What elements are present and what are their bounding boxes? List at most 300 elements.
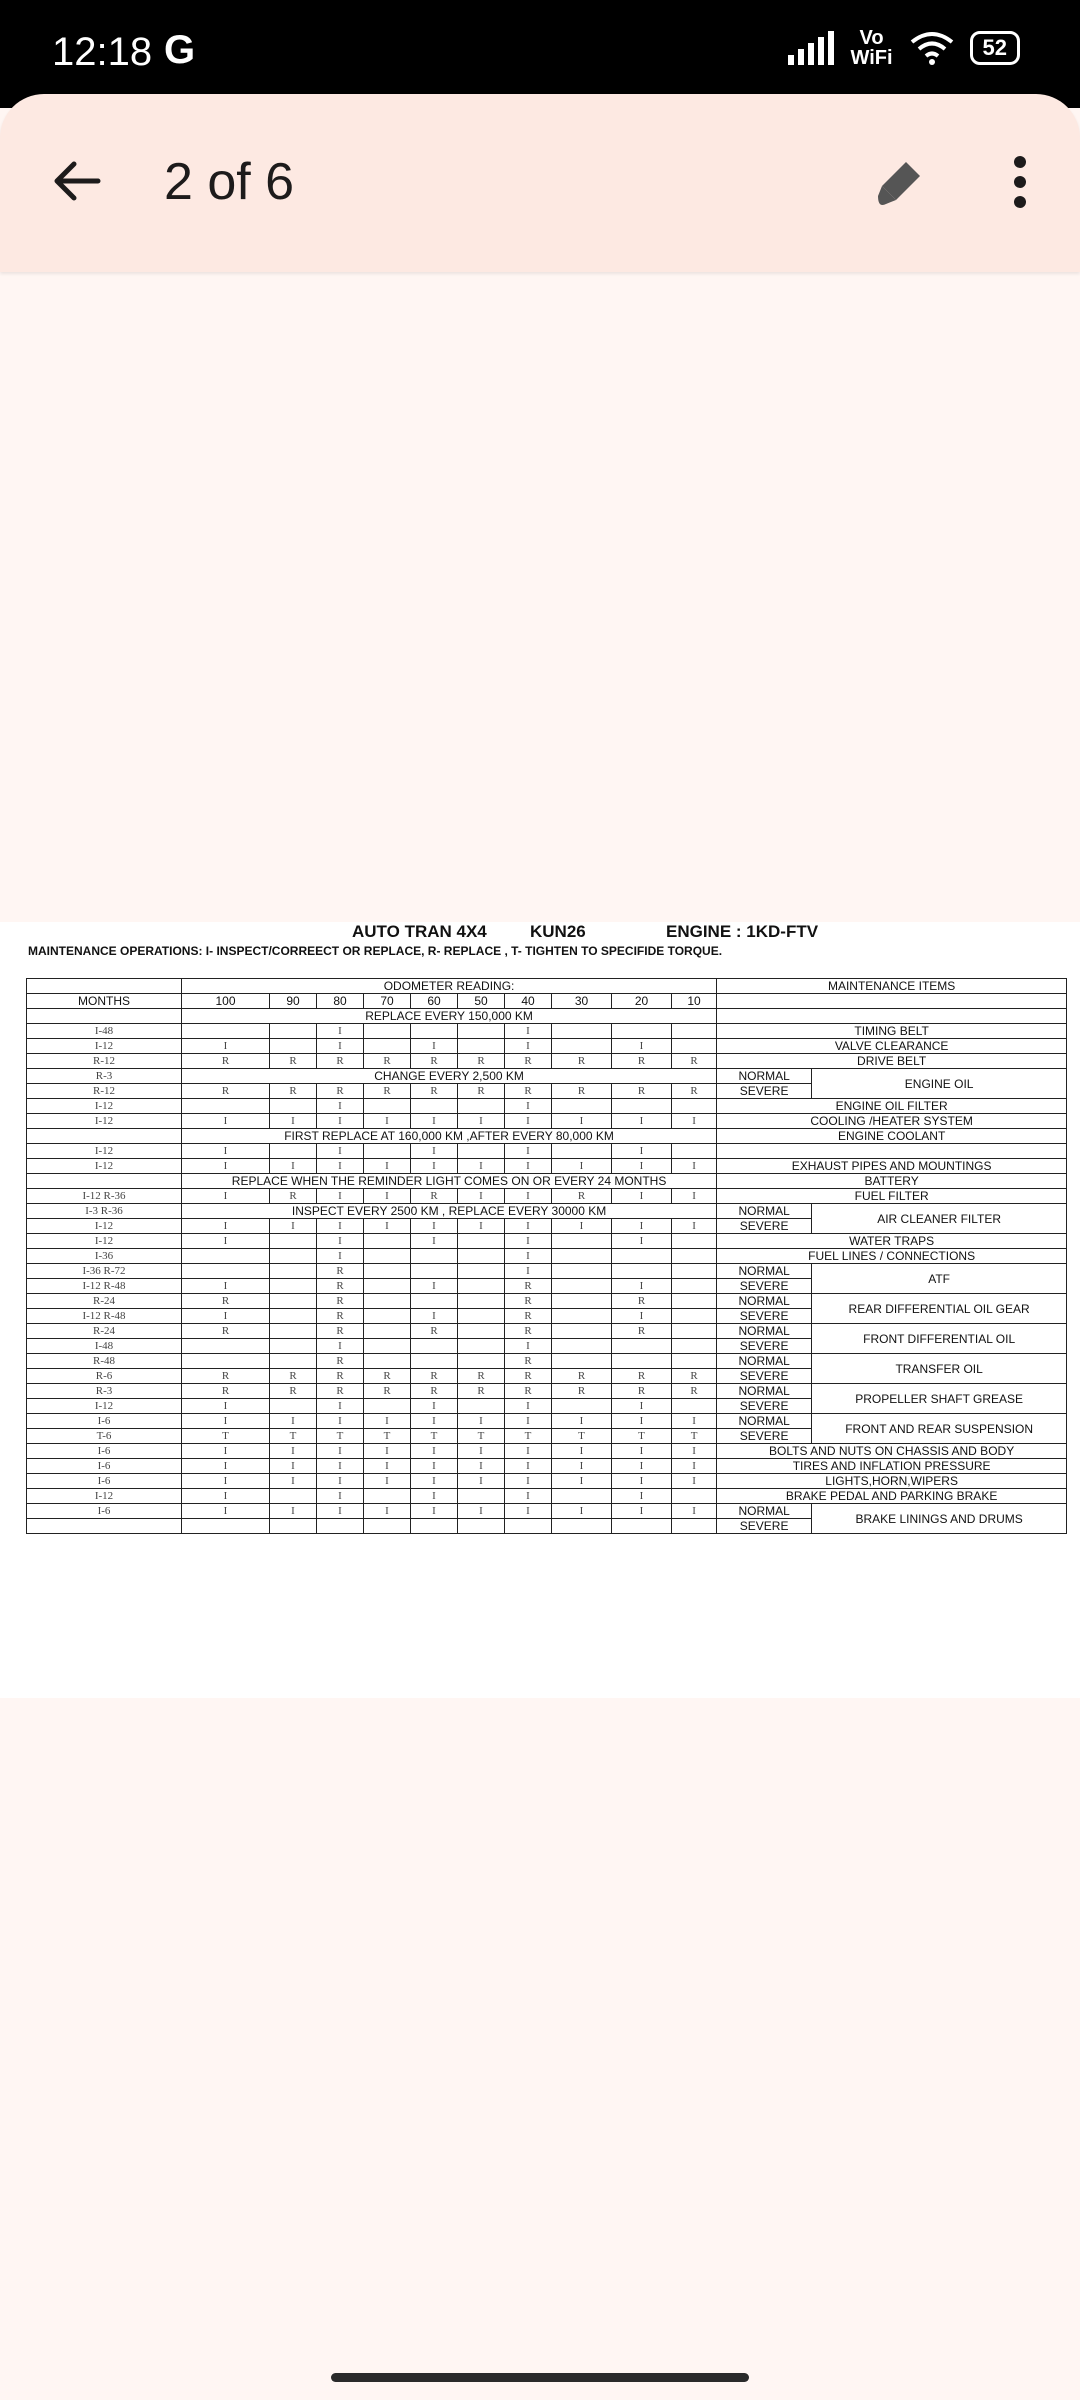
schedule-cell: I	[364, 1189, 411, 1204]
schedule-cell: R	[411, 1084, 458, 1099]
schedule-cell: I	[612, 1444, 672, 1459]
schedule-cell: R	[270, 1384, 317, 1399]
months-cell: I-12	[27, 1489, 182, 1504]
schedule-cell: I	[552, 1459, 612, 1474]
back-arrow-icon[interactable]	[50, 154, 104, 208]
schedule-cell: R	[411, 1369, 458, 1384]
schedule-cell: I	[612, 1159, 672, 1174]
schedule-cell	[411, 1519, 458, 1534]
schedule-cell: R	[317, 1324, 364, 1339]
maintenance-item-cell: AIR CLEANER FILTER	[812, 1204, 1067, 1234]
months-cell	[27, 1174, 182, 1189]
schedule-cell	[364, 1519, 411, 1534]
schedule-cell: R	[612, 1294, 672, 1309]
table-row	[27, 1414, 1067, 1429]
schedule-cell: T	[270, 1429, 317, 1444]
schedule-cell: I	[411, 1279, 458, 1294]
maintenance-item-cell: ENGINE OIL	[812, 1069, 1067, 1099]
schedule-cell	[552, 1519, 612, 1534]
schedule-cell: I	[364, 1114, 411, 1129]
schedule-cell: I	[411, 1489, 458, 1504]
table-row	[27, 1489, 1067, 1504]
schedule-cell	[612, 1264, 672, 1279]
schedule-cell	[672, 1024, 717, 1039]
schedule-cell: I	[505, 1249, 552, 1264]
schedule-cell: R	[458, 1084, 505, 1099]
schedule-cell	[458, 1024, 505, 1039]
schedule-cell: I	[612, 1039, 672, 1054]
schedule-cell: R	[458, 1384, 505, 1399]
maintenance-item-cell: TIMING BELT	[717, 1024, 1067, 1039]
schedule-cell: I	[552, 1114, 612, 1129]
months-cell: I-12	[27, 1399, 182, 1414]
schedule-cell: I	[505, 1399, 552, 1414]
schedule-cell	[270, 1024, 317, 1039]
schedule-cell: T	[411, 1429, 458, 1444]
months-cell: I-48	[27, 1024, 182, 1039]
header-blank-cell	[27, 979, 182, 994]
schedule-cell	[552, 1294, 612, 1309]
km-header-cell: 30	[552, 994, 612, 1009]
schedule-cell: I	[672, 1219, 717, 1234]
schedule-cell: I	[458, 1159, 505, 1174]
schedule-cell: I	[317, 1459, 364, 1474]
maintenance-item-cell: FRONT DIFFERENTIAL OIL	[812, 1324, 1067, 1354]
maintenance-item-cell	[717, 1144, 1067, 1159]
table-row	[27, 1129, 1067, 1144]
maintenance-item-cell	[717, 1009, 1067, 1024]
km-header-cell: 90	[270, 994, 317, 1009]
schedule-cell: I	[505, 1459, 552, 1474]
table-row	[27, 1144, 1067, 1159]
schedule-cell: R	[317, 1354, 364, 1369]
schedule-cell: I	[411, 1309, 458, 1324]
schedule-cell: R	[552, 1189, 612, 1204]
months-cell: I-6	[27, 1414, 182, 1429]
schedule-cell	[364, 1309, 411, 1324]
schedule-cell: I	[505, 1264, 552, 1279]
schedule-cell	[552, 1489, 612, 1504]
interval-note-cell: REPLACE WHEN THE REMINDER LIGHT COMES ON OR EVERY 24 MONTHS	[182, 1174, 717, 1189]
app-bar	[0, 94, 1080, 272]
schedule-cell: I	[317, 1504, 364, 1519]
maintenance-item-cell: DRIVE BELT	[717, 1054, 1067, 1069]
schedule-cell	[458, 1279, 505, 1294]
schedule-cell	[182, 1264, 270, 1279]
schedule-cell: I	[505, 1414, 552, 1429]
schedule-cell: I	[505, 1504, 552, 1519]
schedule-cell: I	[317, 1444, 364, 1459]
table-row	[27, 1114, 1067, 1129]
schedule-cell: I	[270, 1459, 317, 1474]
header-blank-cell	[717, 994, 1067, 1009]
months-cell: I-12	[27, 1219, 182, 1234]
schedule-cell: I	[411, 1414, 458, 1429]
schedule-cell: R	[458, 1054, 505, 1069]
months-cell	[27, 1129, 182, 1144]
schedule-cell: I	[505, 1099, 552, 1114]
km-header-cell: 100	[182, 994, 270, 1009]
schedule-cell	[364, 1249, 411, 1264]
schedule-cell	[364, 1144, 411, 1159]
schedule-cell: R	[672, 1054, 717, 1069]
maintenance-item-cell: WATER TRAPS	[717, 1234, 1067, 1249]
km-header-cell: 20	[612, 994, 672, 1009]
schedule-cell: I	[182, 1114, 270, 1129]
schedule-cell	[270, 1294, 317, 1309]
months-cell: I-12	[27, 1159, 182, 1174]
schedule-cell	[182, 1354, 270, 1369]
schedule-cell: I	[612, 1219, 672, 1234]
schedule-cell: I	[612, 1489, 672, 1504]
condition-cell: NORMAL	[717, 1324, 812, 1339]
maintenance-item-cell: COOLING /HEATER SYSTEM	[717, 1114, 1067, 1129]
schedule-cell	[552, 1309, 612, 1324]
schedule-cell	[672, 1309, 717, 1324]
odometer-header: ODOMETER READING:	[182, 979, 717, 994]
table-header-row	[27, 979, 1067, 994]
km-header-cell: 60	[411, 994, 458, 1009]
schedule-cell: I	[505, 1474, 552, 1489]
schedule-cell: I	[612, 1459, 672, 1474]
schedule-cell: I	[458, 1459, 505, 1474]
schedule-cell: I	[364, 1444, 411, 1459]
schedule-cell: I	[552, 1159, 612, 1174]
schedule-cell	[552, 1339, 612, 1354]
condition-cell: SEVERE	[717, 1219, 812, 1234]
months-cell: I-12 R-48	[27, 1309, 182, 1324]
schedule-cell: R	[317, 1294, 364, 1309]
schedule-cell	[364, 1279, 411, 1294]
schedule-cell	[672, 1489, 717, 1504]
schedule-cell	[672, 1354, 717, 1369]
schedule-cell: I	[612, 1189, 672, 1204]
schedule-cell: I	[411, 1234, 458, 1249]
schedule-cell: I	[505, 1159, 552, 1174]
schedule-cell: R	[672, 1384, 717, 1399]
schedule-cell: I	[458, 1114, 505, 1129]
schedule-cell: T	[552, 1429, 612, 1444]
page-counter-title: 2 of 6	[164, 153, 295, 211]
schedule-cell: I	[411, 1219, 458, 1234]
schedule-cell: R	[411, 1384, 458, 1399]
km-header-cell: 70	[364, 994, 411, 1009]
months-cell: R-6	[27, 1369, 182, 1384]
schedule-cell: R	[317, 1369, 364, 1384]
schedule-cell: R	[612, 1084, 672, 1099]
schedule-cell: R	[270, 1369, 317, 1384]
schedule-cell: I	[182, 1444, 270, 1459]
schedule-cell	[411, 1099, 458, 1114]
km-header-cell: 10	[672, 994, 717, 1009]
schedule-cell: I	[182, 1144, 270, 1159]
schedule-cell	[270, 1264, 317, 1279]
schedule-cell: I	[411, 1039, 458, 1054]
schedule-cell: I	[270, 1474, 317, 1489]
table-row	[27, 1204, 1067, 1219]
interval-note-cell: CHANGE EVERY 2,500 KM	[182, 1069, 717, 1084]
schedule-cell: R	[182, 1294, 270, 1309]
table-row	[27, 1159, 1067, 1174]
schedule-cell: I	[364, 1474, 411, 1489]
months-cell: I-48	[27, 1339, 182, 1354]
schedule-cell	[458, 1489, 505, 1504]
schedule-cell: R	[505, 1294, 552, 1309]
schedule-cell	[317, 1519, 364, 1534]
schedule-cell: I	[182, 1309, 270, 1324]
schedule-cell: I	[317, 1249, 364, 1264]
gesture-nav-handle[interactable]	[331, 2373, 749, 2382]
schedule-cell	[270, 1489, 317, 1504]
months-cell: I-36 R-72	[27, 1264, 182, 1279]
schedule-cell: I	[317, 1414, 364, 1429]
schedule-cell: I	[411, 1474, 458, 1489]
table-row	[27, 1054, 1067, 1069]
schedule-cell	[552, 1249, 612, 1264]
schedule-cell: I	[552, 1444, 612, 1459]
schedule-cell: R	[182, 1084, 270, 1099]
schedule-cell: I	[552, 1414, 612, 1429]
schedule-cell	[672, 1234, 717, 1249]
schedule-cell: R	[364, 1084, 411, 1099]
schedule-cell	[552, 1234, 612, 1249]
schedule-cell: I	[317, 1039, 364, 1054]
maintenance-item-cell: VALVE CLEARANCE	[717, 1039, 1067, 1054]
table-row	[27, 1009, 1067, 1024]
document-page	[0, 922, 1080, 1698]
maintenance-item-cell: TRANSFER OIL	[812, 1354, 1067, 1384]
schedule-cell: I	[672, 1459, 717, 1474]
table-row	[27, 1039, 1067, 1054]
schedule-cell: R	[317, 1309, 364, 1324]
schedule-cell: R	[612, 1054, 672, 1069]
schedule-cell: I	[458, 1504, 505, 1519]
schedule-cell: T	[505, 1429, 552, 1444]
schedule-cell	[270, 1339, 317, 1354]
schedule-cell: I	[411, 1114, 458, 1129]
km-header-cell: 80	[317, 994, 364, 1009]
schedule-cell	[458, 1324, 505, 1339]
maintenance-item-cell: FUEL LINES / CONNECTIONS	[717, 1249, 1067, 1264]
schedule-cell	[458, 1309, 505, 1324]
maintenance-item-cell: BOLTS AND NUTS ON CHASSIS AND BODY	[717, 1444, 1067, 1459]
schedule-cell: I	[411, 1399, 458, 1414]
schedule-cell	[270, 1234, 317, 1249]
schedule-cell	[270, 1309, 317, 1324]
schedule-cell: T	[317, 1429, 364, 1444]
battery-indicator: 52	[970, 31, 1020, 65]
schedule-cell	[612, 1519, 672, 1534]
condition-cell: SEVERE	[717, 1309, 812, 1324]
schedule-cell: I	[411, 1504, 458, 1519]
schedule-cell	[411, 1294, 458, 1309]
table-row	[27, 1099, 1067, 1114]
maintenance-item-cell: REAR DIFFERENTIAL OIL GEAR	[812, 1294, 1067, 1324]
table-row	[27, 1504, 1067, 1519]
schedule-cell	[270, 1039, 317, 1054]
months-cell: I-12 R-48	[27, 1279, 182, 1294]
condition-cell: SEVERE	[717, 1369, 812, 1384]
schedule-cell: I	[672, 1114, 717, 1129]
schedule-cell: R	[672, 1369, 717, 1384]
table-row	[27, 1264, 1067, 1279]
schedule-cell	[364, 1234, 411, 1249]
table-row	[27, 1234, 1067, 1249]
schedule-cell	[672, 1264, 717, 1279]
vowifi-icon: Vo WiFi	[850, 27, 893, 69]
schedule-cell	[672, 1399, 717, 1414]
pencil-icon[interactable]	[870, 152, 930, 212]
schedule-cell	[364, 1324, 411, 1339]
schedule-cell: I	[505, 1189, 552, 1204]
schedule-cell: I	[505, 1489, 552, 1504]
more-vert-icon[interactable]	[990, 152, 1050, 212]
schedule-cell: R	[505, 1309, 552, 1324]
schedule-cell: I	[182, 1234, 270, 1249]
schedule-cell: T	[182, 1429, 270, 1444]
table-row	[27, 1189, 1067, 1204]
months-cell: R-12	[27, 1084, 182, 1099]
months-cell: R-24	[27, 1294, 182, 1309]
months-cell: I-12 R-36	[27, 1189, 182, 1204]
schedule-cell	[552, 1024, 612, 1039]
schedule-cell	[612, 1354, 672, 1369]
schedule-cell: I	[458, 1414, 505, 1429]
table-row	[27, 1459, 1067, 1474]
table-row	[27, 1249, 1067, 1264]
months-cell: R-3	[27, 1069, 182, 1084]
table-header-row	[27, 994, 1067, 1009]
schedule-cell: I	[612, 1399, 672, 1414]
table-row	[27, 1294, 1067, 1309]
months-cell: R-12	[27, 1054, 182, 1069]
schedule-cell: R	[458, 1369, 505, 1384]
maintenance-item-cell: BRAKE PEDAL AND PARKING BRAKE	[717, 1489, 1067, 1504]
schedule-cell: I	[317, 1114, 364, 1129]
schedule-cell	[270, 1324, 317, 1339]
maintenance-item-cell: PROPELLER SHAFT GREASE	[812, 1384, 1067, 1414]
interval-note-cell: FIRST REPLACE AT 160,000 KM ,AFTER EVERY 80,000 KM	[182, 1129, 717, 1144]
table-row	[27, 1324, 1067, 1339]
schedule-cell: R	[317, 1384, 364, 1399]
schedule-cell: R	[612, 1369, 672, 1384]
schedule-cell: R	[552, 1084, 612, 1099]
schedule-cell: I	[612, 1474, 672, 1489]
schedule-cell	[411, 1354, 458, 1369]
condition-cell: NORMAL	[717, 1504, 812, 1519]
schedule-cell	[182, 1249, 270, 1264]
schedule-cell: R	[364, 1384, 411, 1399]
schedule-cell	[411, 1339, 458, 1354]
schedule-cell: I	[317, 1234, 364, 1249]
condition-cell: NORMAL	[717, 1069, 812, 1084]
schedule-cell: R	[411, 1324, 458, 1339]
schedule-cell	[458, 1339, 505, 1354]
months-cell: I-12	[27, 1114, 182, 1129]
maintenance-items-header: MAINTENANCE ITEMS	[717, 979, 1067, 994]
km-header-cell: 40	[505, 994, 552, 1009]
schedule-cell: R	[270, 1084, 317, 1099]
schedule-cell	[182, 1024, 270, 1039]
schedule-cell: I	[317, 1339, 364, 1354]
schedule-cell	[364, 1354, 411, 1369]
condition-cell: SEVERE	[717, 1429, 812, 1444]
schedule-cell: I	[505, 1024, 552, 1039]
schedule-cell: I	[505, 1219, 552, 1234]
schedule-cell: R	[505, 1279, 552, 1294]
months-cell: I-12	[27, 1234, 182, 1249]
condition-cell: NORMAL	[717, 1354, 812, 1369]
schedule-cell	[458, 1354, 505, 1369]
schedule-cell: R	[364, 1054, 411, 1069]
schedule-cell: I	[317, 1024, 364, 1039]
doc-heading-model: AUTO TRAN 4X4	[352, 922, 487, 941]
schedule-cell: R	[317, 1264, 364, 1279]
km-header-cell: 50	[458, 994, 505, 1009]
table-row	[27, 1384, 1067, 1399]
months-cell: I-6	[27, 1459, 182, 1474]
schedule-cell: I	[317, 1399, 364, 1414]
schedule-cell	[182, 1519, 270, 1534]
months-cell: I-6	[27, 1474, 182, 1489]
maintenance-item-cell: BATTERY	[717, 1174, 1067, 1189]
schedule-cell: I	[182, 1159, 270, 1174]
schedule-cell: I	[411, 1444, 458, 1459]
status-icons	[788, 28, 1020, 68]
schedule-cell	[672, 1099, 717, 1114]
schedule-cell: I	[411, 1459, 458, 1474]
months-cell	[27, 1009, 182, 1024]
schedule-cell: I	[458, 1444, 505, 1459]
schedule-cell	[270, 1354, 317, 1369]
schedule-cell: R	[505, 1054, 552, 1069]
schedule-cell	[672, 1249, 717, 1264]
schedule-cell: I	[182, 1504, 270, 1519]
condition-cell: SEVERE	[717, 1339, 812, 1354]
schedule-cell	[612, 1339, 672, 1354]
maintenance-item-cell: EXHAUST PIPES AND MOUNTINGS	[717, 1159, 1067, 1174]
schedule-cell: I	[317, 1144, 364, 1159]
maintenance-item-cell: FRONT AND REAR SUSPENSION	[812, 1414, 1067, 1444]
schedule-cell	[270, 1099, 317, 1114]
doc-heading-engine: ENGINE : 1KD-FTV	[666, 922, 819, 941]
schedule-cell: I	[505, 1114, 552, 1129]
schedule-cell: I	[458, 1219, 505, 1234]
schedule-cell: I	[364, 1159, 411, 1174]
schedule-cell: I	[182, 1219, 270, 1234]
schedule-cell: I	[612, 1114, 672, 1129]
schedule-cell: R	[552, 1054, 612, 1069]
schedule-cell	[458, 1099, 505, 1114]
maintenance-item-cell: ENGINE OIL FILTER	[717, 1099, 1067, 1114]
schedule-cell: R	[182, 1054, 270, 1069]
schedule-cell: I	[672, 1504, 717, 1519]
schedule-cell	[182, 1099, 270, 1114]
schedule-cell	[552, 1279, 612, 1294]
schedule-cell: R	[505, 1369, 552, 1384]
schedule-cell	[672, 1324, 717, 1339]
schedule-cell: R	[270, 1189, 317, 1204]
schedule-cell: I	[505, 1339, 552, 1354]
schedule-cell	[672, 1294, 717, 1309]
schedule-cell	[270, 1519, 317, 1534]
schedule-cell: I	[411, 1144, 458, 1159]
schedule-cell: R	[612, 1324, 672, 1339]
schedule-cell: I	[182, 1279, 270, 1294]
schedule-cell	[552, 1399, 612, 1414]
schedule-cell: I	[364, 1219, 411, 1234]
schedule-cell: I	[552, 1504, 612, 1519]
